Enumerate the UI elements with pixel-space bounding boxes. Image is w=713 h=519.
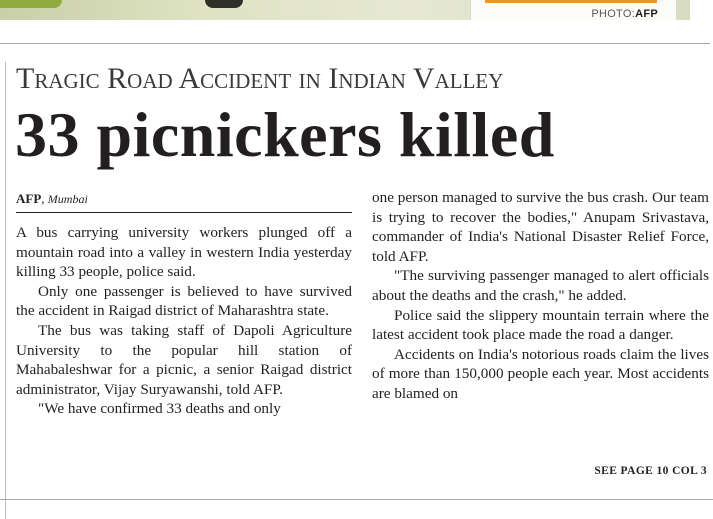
byline — [16, 191, 88, 207]
article-headline: 33 picnickers killed — [15, 99, 555, 170]
photo-grass-patch — [0, 0, 62, 8]
bottom-divider — [0, 499, 713, 500]
paragraph: Accidents on India's notorious roads claim the lives of more than 150,000 people each year. Most accidents are blamed on — [372, 345, 709, 402]
byline-rule — [16, 212, 352, 213]
paragraph: "The surviving passenger managed to alert officials about the deaths and the crash," he added. — [372, 267, 709, 304]
paragraph: Only one passenger is believed to have survived the accident in Raigad district of Maharashtra state. — [16, 282, 352, 320]
article-column-1 — [16, 223, 352, 419]
left-column-rule — [5, 62, 6, 519]
article-column-2 — [372, 188, 709, 404]
paragraph: "We have confirmed 33 deaths and only — [38, 400, 281, 418]
top-divider — [0, 43, 710, 44]
byline-city: Mumbai — [47, 192, 88, 206]
photo-credit-source: AFP — [635, 8, 658, 20]
paragraph: A bus carrying university workers plunged off a mountain road into a valley in western India yesterday killing 33 people, police said. — [16, 224, 352, 281]
photo-credit — [591, 8, 658, 20]
photo-credit-label: PHOTO: — [591, 8, 636, 20]
paragraph: Police said the slippery mountain terrain where the latest accident took place made the road a danger. — [372, 306, 709, 344]
byline-agency: AFP — [16, 191, 42, 206]
continuation-note: SEE PAGE 10 COL 3 — [594, 465, 707, 477]
photo-dark-object — [205, 0, 243, 8]
paragraph: one person managed to survive the bus crash. Our team is trying to recover the bodies," Anupam Srivastava, commander of India's National Disaster Relief Force, told AFP. — [372, 189, 709, 265]
news-photo-strip — [0, 0, 690, 20]
paragraph: The bus was taking staff of Dapoli Agriculture University to the popular hill station of Mahabaleshwar for a picnic, a senior Raigad district administrator, Vijay Suryawanshi, told AFP. — [16, 321, 352, 398]
article-kicker: Tragic Road Accident in Indian Valley — [16, 62, 504, 95]
byline-separator: , — [41, 191, 45, 206]
photo-signboard-stripe — [485, 0, 657, 3]
